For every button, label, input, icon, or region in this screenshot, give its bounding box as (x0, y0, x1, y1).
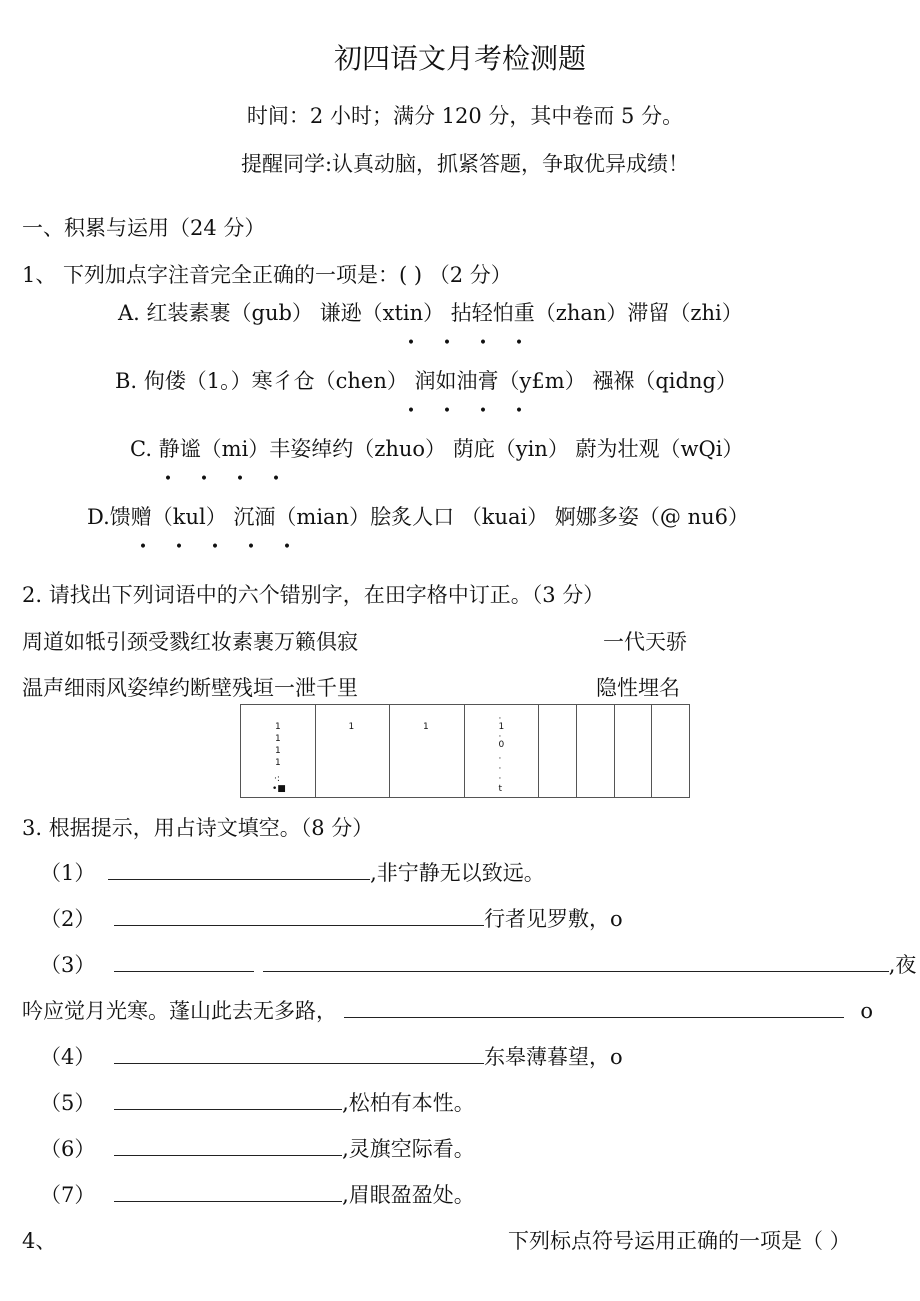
answer-blank-3a[interactable] (114, 953, 254, 972)
answer-blank-7[interactable] (114, 1183, 342, 1202)
grid-cell-3[interactable]: 1 (390, 705, 465, 797)
question-2-words-row2-end: 隐性埋名 (596, 676, 680, 700)
question-1-option-c: C. 静谧（mi）丰姿绰约（zhuo） 荫庇（yin） 蔚为壮观（wQi） (130, 437, 744, 461)
question-3-stem: 3. 根据提示，用占诗文填空。（8 分） (22, 816, 374, 840)
answer-blank-1[interactable] (108, 861, 370, 880)
grid-cell-8[interactable] (652, 705, 689, 797)
question-4-number: 4、 (22, 1229, 57, 1253)
answer-blank-5[interactable] (114, 1091, 342, 1110)
answer-blank-3b[interactable] (263, 953, 889, 972)
answer-blank-3c[interactable] (344, 999, 844, 1018)
fill-item-7: （7） ,眉眼盈盈处。 (40, 1183, 475, 1207)
grid-cell-2[interactable]: 1 (316, 705, 391, 797)
exam-reminder: 提醒同学:认真动脑，抓紧答题，争取优异成绩！ (240, 152, 690, 176)
question-1-stem: 1、 下列加点字注音完全正确的一项是：( ) （2 分） (22, 263, 512, 287)
emphasis-dots-a: • • • • (406, 335, 524, 351)
grid-cell-4[interactable]: · 1 · 0 · · · t (465, 705, 540, 797)
emphasis-dots-c: • • • • (163, 471, 281, 487)
fill-item-1: （1） ,非宁静无以致远。 (40, 861, 545, 885)
emphasis-dots-d: • • • • • (138, 539, 292, 555)
question-2-words-row1: 周道如牴引颈受戮红妆素裹万籁俱寂 (22, 630, 358, 654)
grid-cell-1[interactable]: 1 1 1 1 ·: •■ (241, 705, 316, 797)
grid-cell-6[interactable] (577, 705, 615, 797)
section-heading: 一、积累与运用（24 分） (22, 216, 266, 240)
correction-grid[interactable] (240, 704, 690, 798)
fill-item-4: （4） 东皋薄暮望，o (40, 1045, 623, 1069)
question-1-option-d: D.馈赠（kul） 沉湎（mian）脍炙人口 （kuai） 婀娜多姿（@ nu6） (87, 505, 750, 529)
question-2-words-row1-end: 一代天骄 (603, 630, 687, 654)
answer-blank-2[interactable] (114, 907, 484, 926)
grid-cell-7[interactable] (615, 705, 653, 797)
question-2-words-row2: 温声细雨风姿绰约断壁残垣一泄千里 (22, 676, 358, 700)
fill-item-5: （5） ,松柏有本性。 (40, 1091, 475, 1115)
fill-item-3-continued: 吟应觉月光寒。蓬山此去无多路， o (22, 999, 874, 1023)
grid-cell-5[interactable] (539, 705, 577, 797)
question-2-stem: 2. 请找出下列词语中的六个错别字，在田字格中订正。（3 分） (22, 583, 605, 607)
fill-item-6: （6） ,灵旗空际看。 (40, 1137, 475, 1161)
fill-item-3: （3） ,夜 (40, 953, 917, 977)
answer-blank-6[interactable] (114, 1137, 342, 1156)
question-1-option-a: A. 红装素裹（gub） 谦逊（xtin） 拈轻怕重（zhan）滞留（zhi） (118, 301, 743, 325)
fill-item-2: （2） 行者见罗敷，o (40, 907, 623, 931)
question-4-stem: 下列标点符号运用正确的一项是（ ） (508, 1229, 851, 1253)
page-title: 初四语文月考检测题 (333, 42, 586, 75)
question-1-option-b: B. 佝偻（1。）寒彳仓（chen） 润如油膏（y£m） 襁褓（qidng） (115, 369, 737, 393)
answer-blank-4[interactable] (114, 1045, 484, 1064)
exam-time-info: 时间：2 小时；满分 120 分，其中卷而 5 分。 (246, 104, 684, 128)
emphasis-dots-b: • • • • (406, 403, 524, 419)
